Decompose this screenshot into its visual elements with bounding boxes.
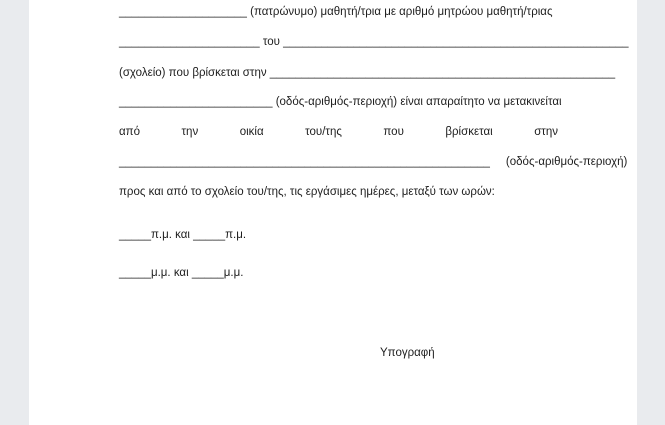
word: οικία bbox=[239, 126, 264, 138]
form-line-school: (σχολείο) που βρίσκεται στην ______________________________________________________ bbox=[119, 67, 616, 79]
word: στην bbox=[534, 126, 558, 138]
form-line-hours-intro: προς και από το σχολείο του/της, τις εργάσιμες ημέρες, μεταξύ των ωρών: bbox=[119, 186, 495, 198]
word: την bbox=[181, 126, 199, 138]
form-line-patronymic: ____________________ (πατρώνυμο) μαθητή/τρια με αριθμό μητρώου μαθητή/τριας bbox=[119, 6, 553, 18]
form-line-from-home bbox=[119, 125, 558, 139]
signature-label: Υπογραφή bbox=[380, 347, 435, 359]
form-line-home-address: __________________________________________________________ (οδός-αριθμός-περιοχή) bbox=[119, 156, 628, 168]
form-line-afternoon-hours: _____μ.μ. και _____μ.μ. bbox=[119, 267, 244, 279]
word: βρίσκεται bbox=[445, 126, 493, 138]
document-page bbox=[29, 0, 637, 425]
word: που bbox=[383, 126, 404, 138]
form-line-of: ______________________ του ______________________________________________________ bbox=[119, 36, 629, 48]
word: από bbox=[119, 126, 140, 138]
word: του/της bbox=[305, 126, 342, 138]
form-line-morning-hours: _____π.μ. και _____π.μ. bbox=[119, 229, 247, 241]
form-line-address-required: ________________________ (οδός-αριθμός-περιοχή) είναι απαραίτητο να μετακινείται bbox=[119, 96, 562, 108]
